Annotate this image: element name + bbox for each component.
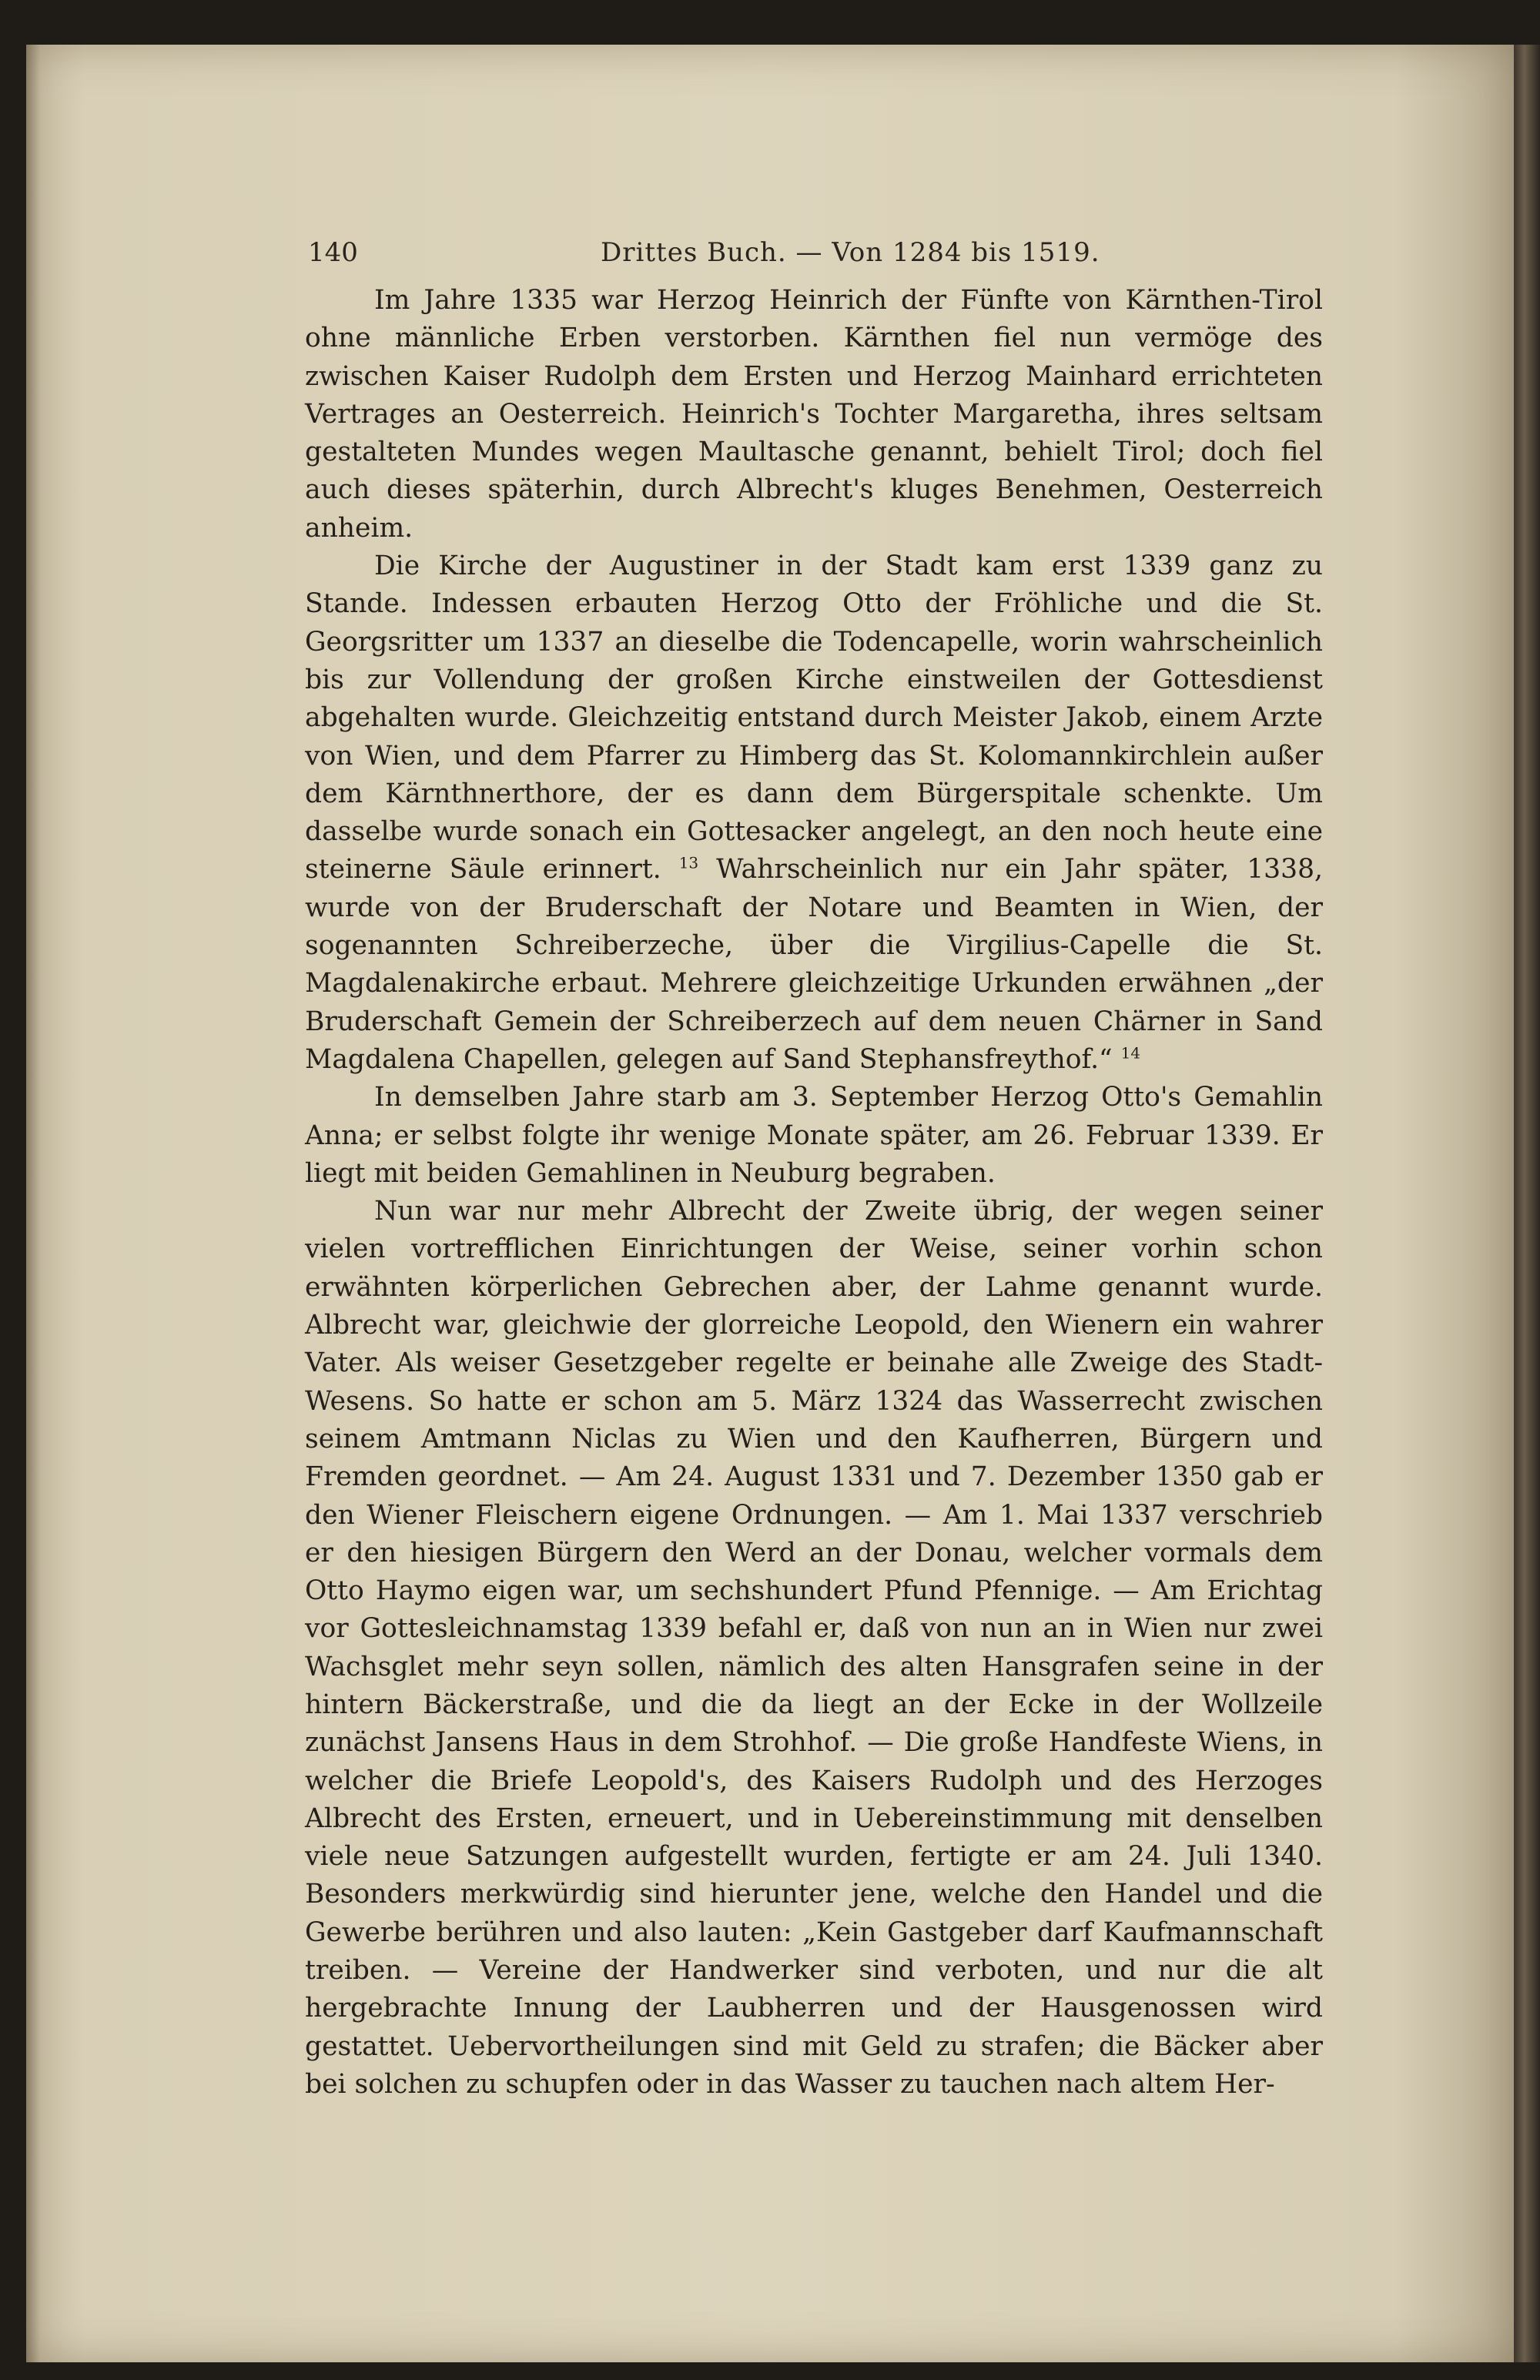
- paragraph-2-text-cont: Wahrscheinlich nur ein Jahr später, 1338, wurde von der Bruderschaft der Notare und Beamten in Wien, der sogenannten Schreiberzeche, über die Virgilius-Capelle die St. Magdalenakirche erbaut. Mehrere gleichzeitige Urkunden erwähnen „der Bruderschaft Gemein der Schreiberzech auf dem neuen Chärner in Sand Magdalena Chapellen, gelegen auf Sand Stephansfreythof.“: [305, 854, 1323, 1075]
- paragraph-4-text: Nun war nur mehr Albrecht der Zweite übrig, der wegen seiner vielen vortrefflichen Einrichtungen der Weise, seiner vorhin schon erwähnten körperlichen Gebrechen aber, der Lahme genannt wurde. Albrecht war, gleichwie der glorreiche Leopold, den Wienern ein wahrer Vater. Als weiser Gesetzgeber regelte er beinahe alle Zweige des Stadt-Wesens. So hatte er schon am 5. März 1324 das Wasserrecht zwischen seinem Amtmann Niclas zu Wien und den Kaufherren, Bürgern und Fremden geordnet. — Am 24. August 1331 und 7. Dezember 1350 gab er den Wiener Fleischern eigene Ordnungen. — Am 1. Mai 1337 verschrieb er den hiesigen Bürgern den Werd an der Donau, welcher vormals dem Otto Haymo eigen war, um sechshundert Pfund Pfennige. — Am Erichtag vor Gottesleichnamstag 1339 befahl er, daß von nun an in Wien nur zwei Wachsglet mehr seyn sollen, nämlich des alten Hansgrafen seine in der hintern Bäckerstraße, und die da liegt an der Ecke in der Wollzeile zunächst Jansens Haus in dem Strohhof. — Die große Handfeste Wiens, in welcher die Briefe Leopold's, des Kaisers Rudolph und des Herzoges Albrecht des Ersten, erneuert, und in Uebereinstimmung mit denselben viele neue Satzungen aufgestellt wurden, fertigte er am 24. Juli 1340. Besonders merkwürdig sind hierunter jene, welche den Handel und die Gewerbe berühren und also lauten: „Kein Gastgeber darf Kaufmannschaft treiben. — Vereine der Handwerker sind verboten, und nur die alt hergebrachte Innung der Laubherren und der Hausgenossen wird gestattet. Uebervortheilungen sind mit Geld zu strafen; die Bäcker aber bei solchen zu schupfen oder in das Wasser zu tauchen nach altem Her-: [305, 1196, 1323, 2100]
- paragraph-1-text: Im Jahre 1335 war Herzog Heinrich der Fünfte von Kärnthen-Tirol ohne männliche Erben verstorben. Kärnthen fiel nun vermöge des zwischen Kaiser Rudolph dem Ersten und Herzog Mainhard errichteten Vertrages an Oesterreich. Heinrich's Tochter Margaretha, ihres seltsam gestalteten Mundes wegen Maultasche genannt, behielt Tirol; doch fiel auch dieses späterhin, durch Albrecht's kluges Benehmen, Oesterreich anheim.: [305, 285, 1323, 544]
- footnote-ref-14: 14: [1120, 1043, 1141, 1063]
- paragraph-3-text: In demselben Jahre starb am 3. September Herzog Otto's Gemahlin Anna; er selbst folgte ihr wenige Monate später, am 26. Februar 1339. Er liegt mit beiden Gemahlinen in Neuburg begraben.: [305, 1082, 1323, 1189]
- paragraph-2: [305, 547, 1323, 1079]
- paragraph-3: [305, 1079, 1323, 1193]
- running-head: Drittes Buch. — Von 1284 bis 1519.: [601, 237, 1100, 268]
- page-number: 140: [308, 237, 358, 268]
- footnote-ref-13: 13: [678, 853, 699, 872]
- book-gutter: [1514, 45, 1540, 2362]
- paragraph-2-text: Die Kirche der Augustiner in der Stadt kam erst 1339 ganz zu Stande. Indessen erbauten Herzog Otto der Fröhliche und die St. Georgsritter um 1337 an dieselbe die Todencapelle, worin wahrscheinlich bis zur Vollendung der großen Kirche einstweilen der Gottesdienst abgehalten wurde. Gleichzeitig entstand durch Meister Jakob, einem Arzte von Wien, und dem Pfarrer zu Himberg das St. Kolomannkirchlein außer dem Kärnthnerthore, der es dann dem Bürgerspitale schenkte. Um dasselbe wurde sonach ein Gottesacker angelegt, an den noch heute eine steinerne Säule erinnert.: [305, 551, 1323, 885]
- paragraph-4: [305, 1193, 1323, 2104]
- page-edge-shadow: [26, 45, 40, 2362]
- page-header: [308, 237, 1332, 276]
- paragraph-1: [305, 282, 1323, 547]
- body-text: [305, 282, 1323, 2104]
